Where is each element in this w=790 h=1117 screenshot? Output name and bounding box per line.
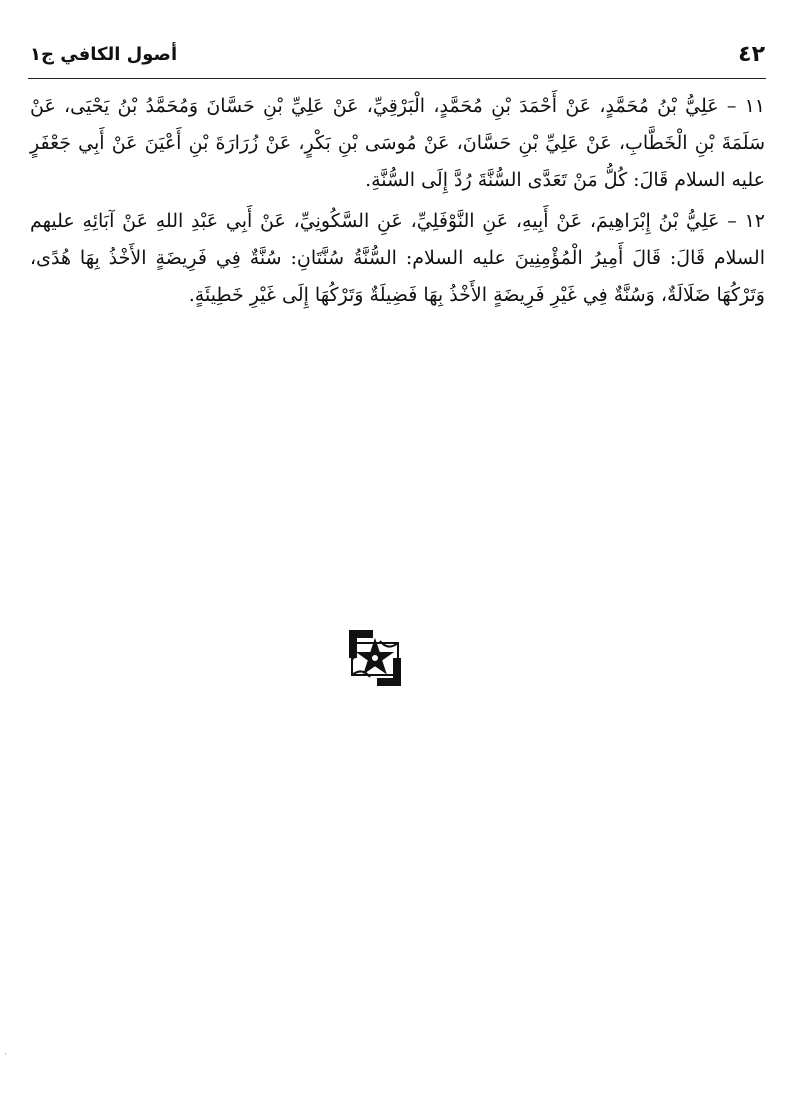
scan-mark: ·: [4, 1050, 7, 1060]
hadith-dash: –: [718, 95, 737, 117]
page-number: ٤٢: [738, 42, 765, 67]
page-header: [30, 40, 765, 76]
running-title: أصول الكافي ج١: [30, 44, 178, 65]
hadith-body: عَلِيُّ بْنُ مُحَمَّدٍ، عَنْ أَحْمَدَ بْنِ مُحَمَّدٍ، الْبَرْقِيِّ، عَنْ عَلِيِّ بْنِ حَسَّانَ وَمُحَمَّدُ بْنُ يَحْيَى، عَنْ سَلَمَةَ بْنِ الْخَطَّابِ، عَنْ عَلِيِّ بْنِ حَسَّانَ، عَنْ مُوسَى بْنِ بَكْرٍ، عَنْ زُرَارَةَ بْنِ أَعْيَنَ عَنْ أَبِي جَعْفَرٍ عليه السلام قَالَ: كُلُّ مَنْ تَعَدَّى السُّنَّةَ رُدَّ إِلَى السُّنَّةِ.: [30, 95, 765, 191]
hadith-number: ١١: [744, 95, 766, 117]
hadith-number: ١٢: [744, 210, 765, 232]
hadith-dash: –: [719, 210, 737, 232]
header-divider: [28, 78, 766, 79]
hadith-11: [30, 88, 765, 199]
floral-ornament-icon: [342, 627, 408, 689]
hadith-text-body: [30, 88, 765, 318]
hadith-body: عَلِيُّ بْنُ إِبْرَاهِيمَ، عَنْ أَبِيهِ، عَنِ النَّوْفَلِيِّ، عَنِ السَّكُونِيِّ، عَنْ أَبِي عَبْدِ اللهِ عَنْ آبَائِهِ عليهم السلام قَالَ: قَالَ أَمِيرُ الْمُؤْمِنِينَ عليه السلام: السُّنَّةُ سُنَّتَانِ: سُنَّةٌ فِي فَرِيضَةٍ الأَخْذُ بِهَا هُدًى، وَتَرْكُهَا ضَلَالَةٌ، وَسُنَّةٌ فِي غَيْرِ فَرِيضَةٍ الأَخْذُ بِهَا فَضِيلَةٌ وَتَرْكُهَا إِلَى غَيْرِ خَطِيئَةٍ.: [30, 210, 765, 306]
hadith-12: [30, 203, 765, 314]
